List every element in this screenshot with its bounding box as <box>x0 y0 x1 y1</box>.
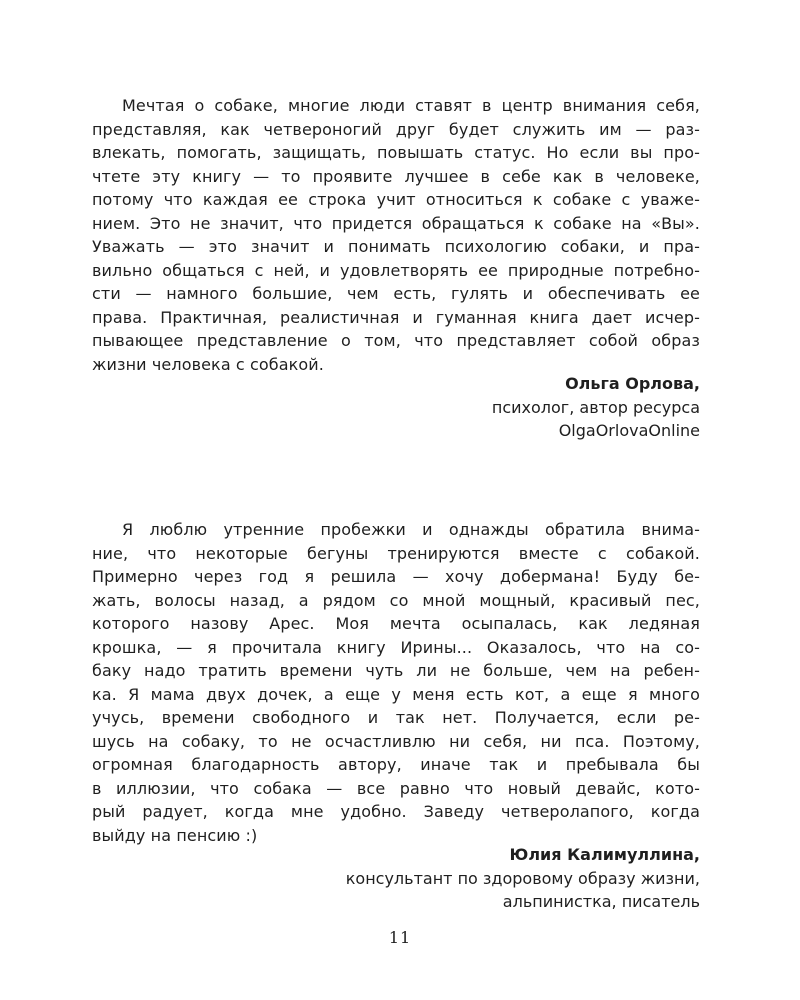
author-line <box>346 843 700 867</box>
author-resource: OlgaOrlovaOnline <box>558 421 700 440</box>
text-line: представляя, как четвероногий друг будет служить им — раз- <box>92 119 700 139</box>
text-line: крошка, — я прочитала книгу Ирины... Оказалось, что на со- <box>92 637 700 657</box>
author-role: консультант по здоровому образу жизни, <box>345 868 700 888</box>
author-role: психолог, автор ресурса <box>491 397 700 417</box>
text-line: Мечтая о собаке, многие люди ставят в центр внимания себя, <box>122 96 700 115</box>
text-line: выйду на пенсию :) <box>92 825 258 845</box>
text-line: ка. Я мама двух дочек, а еще у меня есть кот, а еще я много <box>92 684 700 704</box>
review-text <box>92 94 700 376</box>
text-line: жизни человека с собакой. <box>92 354 324 374</box>
text-line: Уважать — это значит и понимать психологию собаки, и пра- <box>92 237 700 256</box>
review-olga-orlova <box>92 94 700 376</box>
text-line: огромная благодарность автору, иначе так и пребывала бы <box>92 755 700 774</box>
text-line: которого назову Арес. Моя мечта осыпалась, как ледяная <box>92 614 700 633</box>
text-line: учусь, времени свободного и так нет. Получается, если ре- <box>92 708 700 727</box>
page-number: 11 <box>388 928 412 947</box>
author-comma: , <box>693 374 700 393</box>
author-line <box>492 372 700 396</box>
text-line: Я люблю утренние пробежки и однажды обратила внима- <box>122 520 700 539</box>
signature-olga-orlova <box>492 372 700 443</box>
review-text <box>92 518 700 847</box>
text-line: влекать, помогать, защищать, повышать статус. Но если вы про- <box>92 143 700 162</box>
text-line: в иллюзии, что собака — все равно что новый девайс, кото- <box>92 778 700 798</box>
text-line: чтете эту книгу — то проявите лучшее в себе как в человеке, <box>92 166 700 186</box>
text-line: вильно общаться с ней, и удовлетворять ее природные потребно- <box>92 260 700 280</box>
text-line: баку надо тратить времени чуть ли не больше, чем на ребен- <box>92 661 700 680</box>
text-line: рый радует, когда мне удобно. Заведу четверолапого, когда <box>92 802 700 821</box>
author-role-extra: альпинистка, писатель <box>502 892 700 911</box>
text-line: Примерно через год я решила — хочу добермана! Буду бе- <box>92 567 700 586</box>
text-line: сти — намного большие, чем есть, гулять и обеспечивать ее <box>92 284 700 303</box>
author-comma: , <box>693 845 700 864</box>
text-line: ние, что некоторые бегуны тренируются вместе с собакой. <box>92 543 700 563</box>
text-line: права. Практичная, реалистичная и гуманная книга дает исчер- <box>92 307 700 327</box>
text-line: жать, волосы назад, а рядом со мной мощный, красивый пес, <box>92 590 700 610</box>
text-line: потому что каждая ее строка учит относиться к собаке с уваже- <box>92 190 700 209</box>
text-line: нием. Это не значит, что придется обращаться к собаке на «Вы». <box>92 213 700 233</box>
text-line: пывающее представление о том, что представляет собой образ <box>92 331 700 350</box>
author-name: Юлия Калимуллина <box>509 845 694 864</box>
review-yulia-kalimullina <box>92 518 700 847</box>
author-name: Ольга Орлова <box>565 374 694 393</box>
signature-yulia-kalimullina <box>346 843 700 914</box>
text-line: шусь на собаку, то не осчастливлю ни себя, ни пса. Поэтому, <box>92 731 700 751</box>
